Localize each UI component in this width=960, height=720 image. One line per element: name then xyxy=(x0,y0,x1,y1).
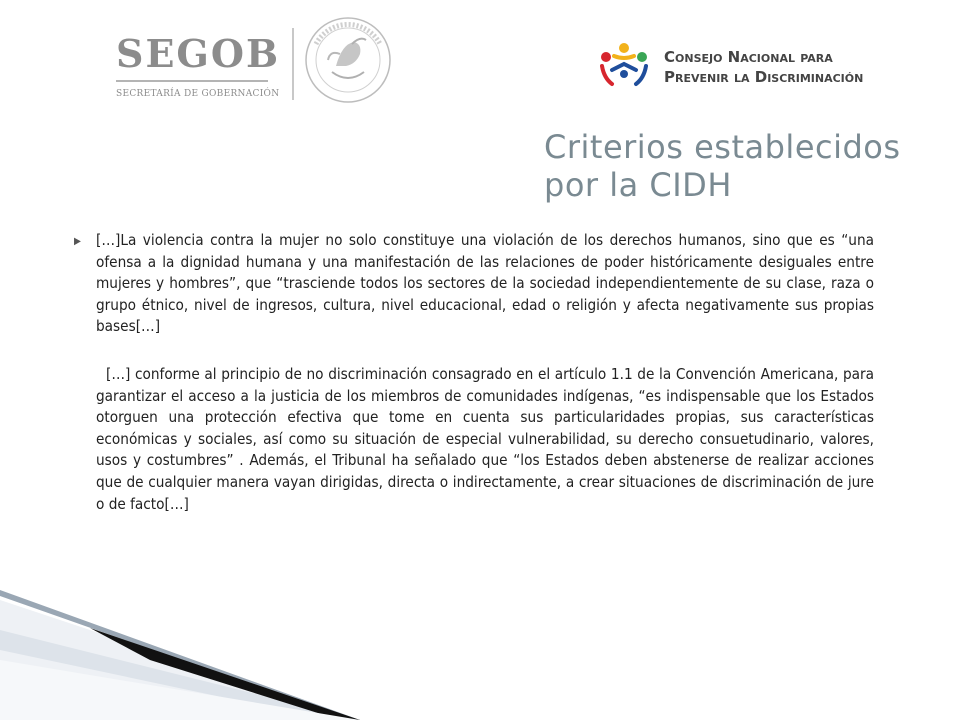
slide-title xyxy=(544,128,934,204)
slide-title-line-1: Criterios establecidos xyxy=(544,128,901,166)
people-circle-logo-icon xyxy=(594,40,654,88)
decorative-swoosh xyxy=(0,590,360,720)
segob-wordmark: SEGOB xyxy=(116,31,281,76)
conapred-wordmark xyxy=(664,47,863,87)
segob-subtitle: SECRETARÍA DE GOBERNACIÓN xyxy=(116,89,280,99)
slide-body xyxy=(74,230,874,515)
segob-logo xyxy=(112,30,282,100)
bullet-paragraph: […]La violencia contra la mujer no solo constituye una violación de los derechos humanos, sino que es “una ofensa a la dignidad humana y una manifestación de las relaciones de poder históricamente desiguales entre mujeres y hombres”, que “trasciende todos los sectores de la sociedad independientemente de su clase, raza o grupo étnico, nivel de ingresos, cultura, nivel educacional, edad o religión y afecta negativamente sus propias bases[…] xyxy=(96,231,874,336)
triangle-right-icon: ▶ xyxy=(74,236,81,247)
conapred-line-2: Prevenir la Discriminación xyxy=(664,68,864,86)
conapred-line-1: Consejo Nacional para xyxy=(664,48,833,66)
second-paragraph: […] conforme al principio de no discriminación consagrado en el artículo 1.1 de la Convención Americana, para garantizar el acceso a la justicia de los miembros de comunidades indígenas, “es indispensable que los Estados otorguen una protección efectiva que tome en cuenta sus particularidades propias, sus características económicas y sociales, así como su situación de especial vulnerabilidad, su derecho consuetudinario, valores, usos y costumbres” . Además, el Tribunal ha señalado que “los Estados deben abstenerse de realizar acciones que de cualquier manera vayan dirigidas, directa o indirectamente, a crear situaciones de discriminación de jure o de facto[…] xyxy=(96,364,874,513)
mexican-coat-of-arms-seal-icon xyxy=(302,14,394,106)
bullet-item xyxy=(74,230,874,338)
slide-title-line-2: por la CIDH xyxy=(544,166,732,204)
logo-divider xyxy=(292,28,294,100)
segob-rule xyxy=(116,80,268,82)
